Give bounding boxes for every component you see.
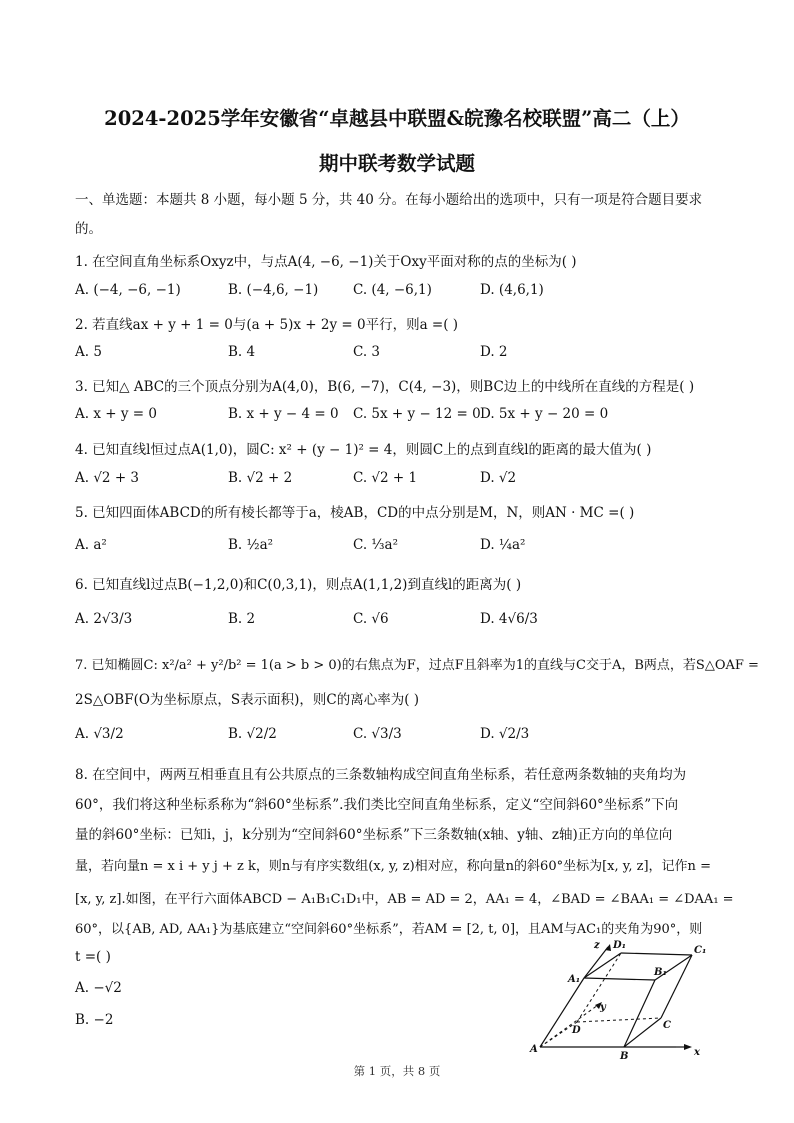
question-1-option-c: C. (4, −6,1)	[353, 282, 432, 298]
question-5-stem: 5. 已知四面体ABCD的所有棱长都等于a，棱AB，CD的中点分别是M，N，则AN · MC =( )	[75, 505, 635, 521]
question-3-option-a: A. x + y = 0	[75, 406, 157, 422]
question-4-option-c: C. √2 + 1	[353, 470, 418, 486]
figure-label-x: x	[694, 1047, 700, 1058]
question-4-option-b: B. √2 + 2	[228, 470, 293, 486]
question-4-option-a: A. √2 + 3	[75, 470, 140, 486]
figure-label-b: B	[620, 1051, 629, 1062]
question-6-option-c: C. √6	[353, 611, 389, 627]
question-6-option-d: D. 4√6/3	[480, 611, 538, 627]
question-7-option-a: A. √3/2	[75, 726, 124, 742]
figure-label-d: D	[572, 1025, 581, 1036]
question-2-option-d: D. 2	[480, 344, 508, 360]
question-1-option-d: D. (4,6,1)	[480, 282, 544, 298]
figure-label-a1: A₁	[568, 974, 581, 985]
question-7-option-b: B. √2/2	[228, 726, 277, 742]
question-7-stem-cont: 2S△OBF(O为坐标原点，S表示面积)，则C的离心率为( )	[75, 692, 420, 708]
question-5-option-d: D. ¼a²	[480, 537, 526, 553]
parallelepiped-figure	[528, 935, 708, 1065]
question-6-option-a: A. 2√3/3	[75, 611, 133, 627]
question-3-option-c: C. 5x + y − 12 = 0	[353, 406, 481, 422]
question-4-option-d: D. √2	[480, 470, 517, 486]
question-1-option-a: A. (−4, −6, −1)	[75, 282, 181, 298]
question-3-option-d: D. 5x + y − 20 = 0	[480, 406, 609, 422]
question-5-option-c: C. ⅓a²	[353, 537, 398, 553]
figure-label-a: A	[530, 1044, 538, 1055]
question-5-option-a: A. a²	[75, 537, 107, 553]
question-2-option-b: B. 4	[228, 344, 256, 360]
question-1-option-b: B. (−4,6, −1)	[228, 282, 319, 298]
question-8-line-1: 8. 在空间中，两两互相垂直且有公共原点的三条数轴构成空间直角坐标系，若任意两条数轴的夹角均为	[75, 767, 687, 783]
figure-label-z: z	[594, 940, 600, 951]
question-4-stem: 4. 已知直线l恒过点A(1,0)，圆C: x² + (y − 1)² = 4，则圆C上的点到直线l的距离的最大值为( )	[75, 442, 652, 458]
question-6-stem: 6. 已知直线l过点B(−1,2,0)和C(0,3,1)，则点A(1,1,2)到直线l的距离为( )	[75, 577, 522, 593]
question-6-option-b: B. 2	[228, 611, 256, 627]
question-2-option-c: C. 3	[353, 344, 381, 360]
question-5-option-b: B. ½a²	[228, 537, 274, 553]
figure-label-c: C	[663, 1020, 671, 1031]
question-8-option-a: A. −√2	[75, 980, 122, 996]
figure-label-c1: C₁	[694, 945, 707, 956]
question-8-line-2: 60°，我们将这种坐标系称为“斜60°坐标系”.我们类比空间直角坐标系，定义“空间斜60°坐标系”下向	[75, 797, 679, 813]
title-line-1: 2024-2025学年安徽省“卓越县中联盟&皖豫名校联盟”高二（上）	[104, 107, 690, 130]
question-8-line-6: 60°，以{AB, AD, AA₁}为基底建立“空间斜60°坐标系”，若AM = [2, t, 0]，且AM与AC₁的夹角为90°，则	[75, 922, 703, 937]
figure-label-b1: B₁	[654, 967, 667, 978]
question-7-option-d: D. √2/3	[480, 726, 530, 742]
figure-label-d1: D₁	[613, 940, 627, 951]
question-8-line-4: 量，若向量n = x i + y j + z k，则n与有序实数组(x, y, z)相对应，称向量n的斜60°坐标为[x, y, z]，记作n =	[75, 859, 711, 874]
question-8-line-5: [x, y, z].如图，在平行六面体ABCD − A₁B₁C₁D₁中，AB = AD = 2，AA₁ = 4，∠BAD = ∠BAA₁ = ∠DAA₁ =	[75, 892, 734, 907]
question-8-line-7: t =( )	[75, 949, 111, 965]
section-header: 一、单选题：本题共 8 小题，每小题 5 分，共 40 分。在每小题给出的选项中，只有一项是符合题目要求	[75, 192, 703, 208]
question-2-option-a: A. 5	[75, 344, 102, 360]
section-header-cont: 的。	[75, 221, 102, 237]
question-1-stem: 1. 在空间直角坐标系Oxyz中，与点A(4, −6, −1)关于Oxy平面对称的点的坐标为( )	[75, 254, 577, 270]
question-3-option-b: B. x + y − 4 = 0	[228, 406, 339, 422]
question-2-stem: 2. 若直线ax + y + 1 = 0与(a + 5)x + 2y = 0平行，则a =( )	[75, 317, 459, 333]
page-footer: 第 1 页，共 8 页	[353, 1064, 441, 1078]
question-8-option-b: B. −2	[75, 1012, 114, 1028]
question-3-stem: 3. 已知△ ABC的三个顶点分别为A(4,0)，B(6, −7)，C(4, −3)，则BC边上的中线所在直线的方程是( )	[75, 379, 695, 395]
figure-label-y: y	[600, 1002, 606, 1013]
question-7-stem: 7. 已知椭圆C: x²/a² + y²/b² = 1(a > b > 0)的右焦点为F，过点F且斜率为1的直线与C交于A，B两点，若S△OAF =	[75, 658, 759, 673]
question-8-line-3: 量的斜60°坐标：已知i，j，k分别为“空间斜60°坐标系”下三条数轴(x轴、y轴、z轴)正方向的单位向	[75, 827, 673, 843]
question-7-option-c: C. √3/3	[353, 726, 402, 742]
title-line-2: 期中联考数学试题	[318, 152, 475, 175]
